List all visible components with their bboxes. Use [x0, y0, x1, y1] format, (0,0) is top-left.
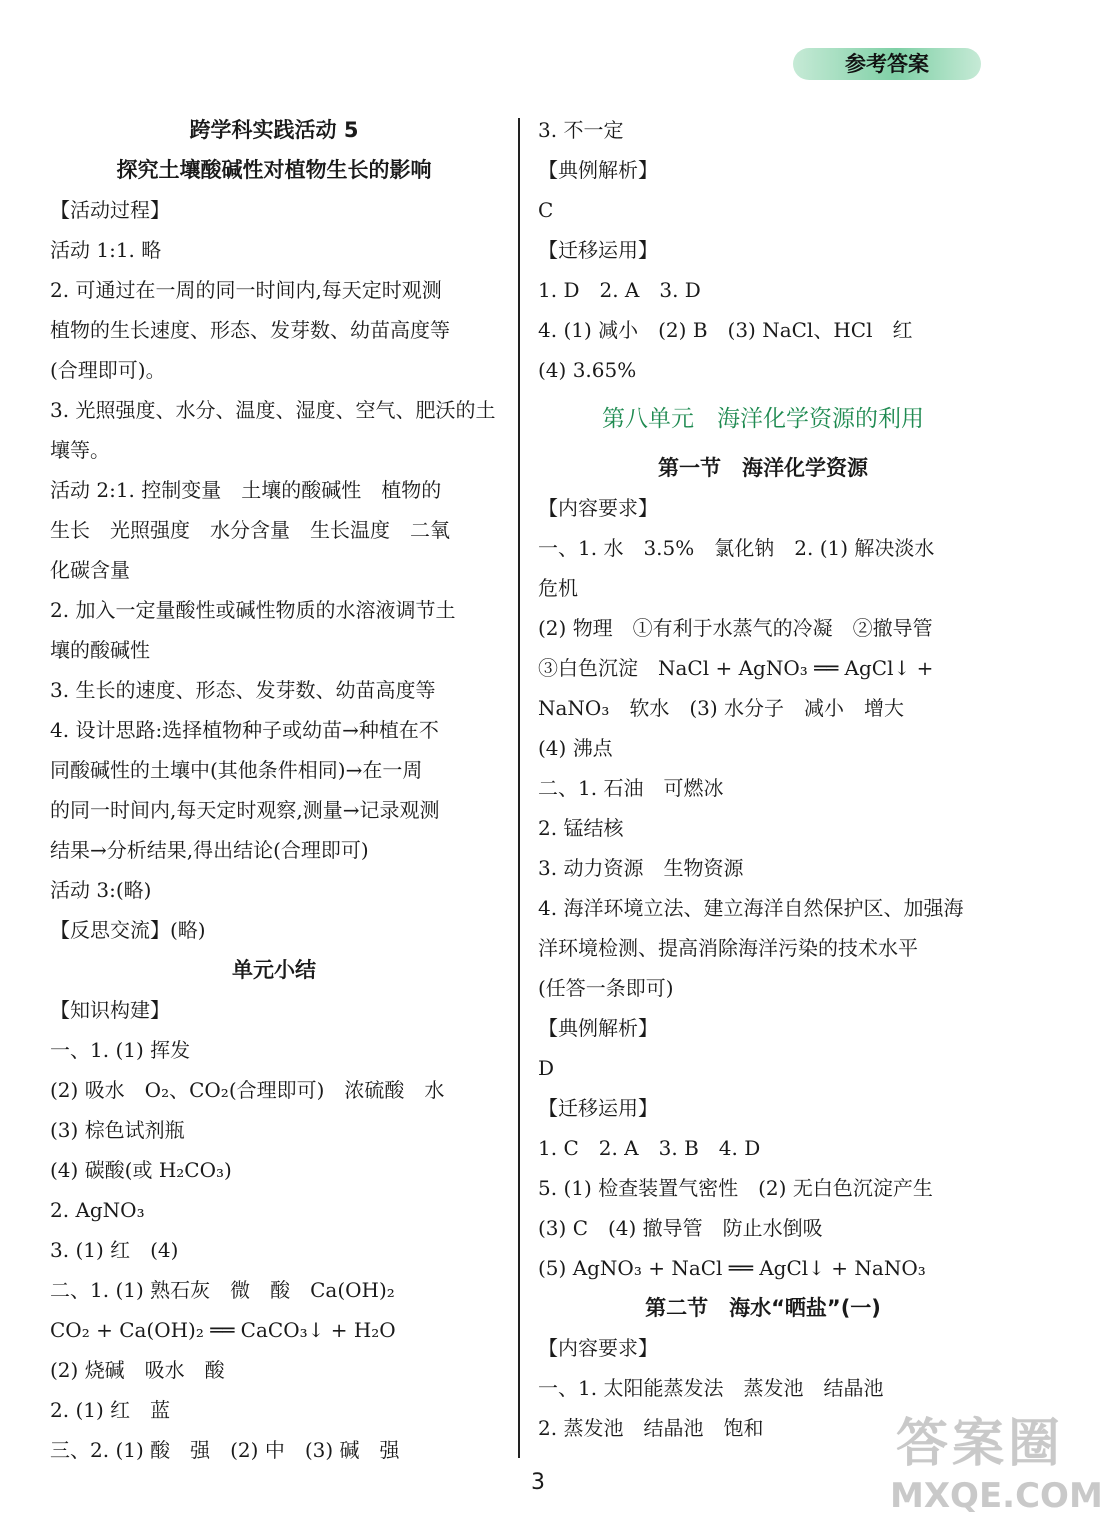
text-line: 2. 加入一定量酸性或碱性物质的水溶液调节土	[50, 598, 456, 622]
text-line: 洋环境检测、提高消除海洋污染的技术水平	[538, 936, 918, 960]
text-line: 3. 不一定	[538, 118, 624, 142]
right-column	[538, 110, 988, 1448]
page-number: 3	[531, 1470, 545, 1495]
watermark-url: MXQE.COM	[890, 1476, 1103, 1516]
text-line: (2) 物理 ①有利于水蒸气的冷凝 ②撤导管	[538, 616, 933, 640]
text-line: 二、1. 石油 可燃冰	[538, 776, 724, 800]
section-title: 第二节 海水“晒盐”(一)	[645, 1296, 881, 1320]
text-line: 危机	[538, 576, 578, 600]
text-line: NaNO₃ 软水 (3) 水分子 减小 增大	[538, 696, 905, 720]
text-line: 一、1. 水 3.5% 氯化钠 2. (1) 解决淡水	[538, 536, 935, 560]
text-line: 壤的酸碱性	[50, 638, 150, 662]
text-line: (4) 3.65%	[538, 358, 637, 382]
text-line: 3. (1) 红 (4)	[50, 1238, 179, 1262]
text-line: C	[538, 198, 554, 222]
section-title: 第一节 海洋化学资源	[658, 456, 868, 480]
text-line: (3) C (4) 撤导管 防止水倒吸	[538, 1216, 823, 1240]
text-line: 同酸碱性的土壤中(其他条件相同)→在一周	[50, 758, 423, 782]
text-line: 【内容要求】	[538, 1336, 658, 1360]
text-line: 1. C 2. A 3. B 4. D	[538, 1136, 761, 1160]
text-line: 3. 动力资源 生物资源	[538, 856, 744, 880]
text-line: 2. AgNO₃	[50, 1198, 145, 1222]
text-line: 4. 设计思路:选择植物种子或幼苗→种植在不	[50, 718, 439, 742]
text-line: 3. 生长的速度、形态、发芽数、幼苗高度等	[50, 678, 436, 702]
text-line: 一、1. (1) 挥发	[50, 1038, 191, 1062]
text-line: (任答一条即可)	[538, 976, 674, 1000]
text-line: 化碳含量	[50, 558, 130, 582]
text-line: 4. (1) 减小 (2) B (3) NaCl、HCl 红	[538, 318, 913, 342]
text-line: 活动 3:(略)	[50, 878, 152, 902]
text-line: 二、1. (1) 熟石灰 微 酸 Ca(OH)₂	[50, 1278, 395, 1302]
section-title: 跨学科实践活动 5	[189, 118, 359, 142]
text-line: ③白色沉淀 NaCl + AgNO₃ ══ AgCl↓ +	[538, 656, 934, 680]
text-line: 壤等。	[50, 438, 110, 462]
column-divider	[518, 118, 520, 1458]
text-line: 4. 海洋环境立法、建立海洋自然保护区、加强海	[538, 896, 964, 920]
text-line: 【迁移运用】	[538, 238, 658, 262]
text-line: D	[538, 1056, 555, 1080]
text-line: (2) 烧碱 吸水 酸	[50, 1358, 225, 1382]
text-line: 2. 可通过在一周的同一时间内,每天定时观测	[50, 278, 442, 302]
text-line: 2. (1) 红 蓝	[50, 1398, 171, 1422]
text-line: 生长 光照强度 水分含量 生长温度 二氧	[50, 518, 450, 542]
unit-heading: 第八单元 海洋化学资源的利用	[602, 406, 924, 432]
text-line: 的同一时间内,每天定时观察,测量→记录观测	[50, 798, 440, 822]
text-line: (5) AgNO₃ + NaCl ══ AgCl↓ + NaNO₃	[538, 1256, 926, 1280]
left-column	[50, 110, 498, 1470]
text-line: 【知识构建】	[50, 998, 170, 1022]
text-line: (合理即可)。	[50, 358, 166, 382]
text-line: (3) 棕色试剂瓶	[50, 1118, 185, 1142]
text-line: 【内容要求】	[538, 496, 658, 520]
text-line: 结果→分析结果,得出结论(合理即可)	[50, 838, 369, 862]
text-line: 活动 2:1. 控制变量 土壤的酸碱性 植物的	[50, 478, 442, 502]
answer-key-tag: 参考答案	[793, 48, 981, 80]
text-line: 活动 1:1. 略	[50, 238, 162, 262]
text-line: 【活动过程】	[50, 198, 170, 222]
text-line: 5. (1) 检查装置气密性 (2) 无白色沉淀产生	[538, 1176, 933, 1200]
section-title: 单元小结	[232, 958, 316, 982]
text-line: 2. 锰结核	[538, 816, 624, 840]
text-line: 3. 光照强度、水分、温度、湿度、空气、肥沃的土	[50, 398, 496, 422]
text-line: 【反思交流】(略)	[50, 918, 206, 942]
text-line: (2) 吸水 O₂、CO₂(合理即可) 浓硫酸 水	[50, 1078, 445, 1102]
text-line: 一、1. 太阳能蒸发法 蒸发池 结晶池	[538, 1376, 884, 1400]
text-line: (4) 沸点	[538, 736, 613, 760]
text-line: CO₂ + Ca(OH)₂ ══ CaCO₃↓ + H₂O	[50, 1318, 396, 1342]
text-line: 三、2. (1) 酸 强 (2) 中 (3) 碱 强	[50, 1438, 400, 1462]
text-line: 【典例解析】	[538, 1016, 658, 1040]
text-line: (4) 碳酸(或 H₂CO₃)	[50, 1158, 232, 1182]
watermark	[890, 1412, 1103, 1530]
section-title: 探究土壤酸碱性对植物生长的影响	[116, 158, 432, 182]
text-line: 2. 蒸发池 结晶池 饱和	[538, 1416, 764, 1440]
text-line: 【典例解析】	[538, 158, 658, 182]
text-line: 【迁移运用】	[538, 1096, 658, 1120]
text-line: 植物的生长速度、形态、发芽数、幼苗高度等	[50, 318, 450, 342]
text-line: 1. D 2. A 3. D	[538, 278, 701, 302]
watermark-logo-text: 答案圈	[895, 1414, 1064, 1474]
